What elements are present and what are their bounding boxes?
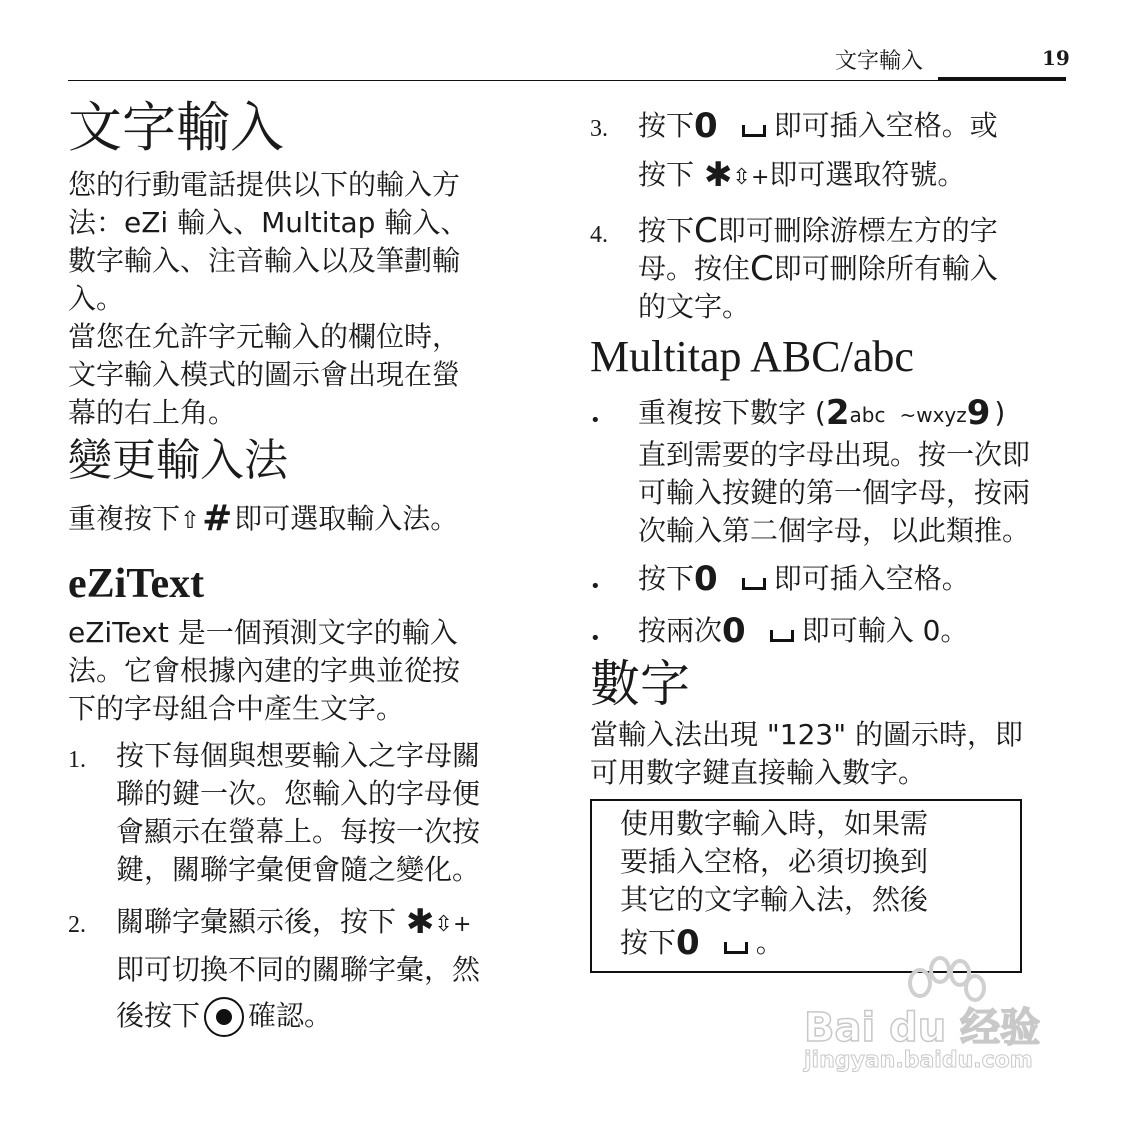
space-icon xyxy=(742,125,766,137)
running-header-title: 文字輸入 xyxy=(835,49,924,74)
baidu-watermark xyxy=(800,948,1070,1088)
key-2-sublabel: abc xyxy=(849,403,886,427)
change-input-paragraph: 重複按下⇧#即可選取輸入法。 xyxy=(68,498,459,539)
header-rule-accent xyxy=(938,77,1066,81)
star-key-sublabel: ⇳+ xyxy=(732,165,770,190)
intro-line: 幕的右上角。 xyxy=(68,396,237,429)
intro-paragraph xyxy=(68,166,468,432)
digits-line: 可用數字鍵直接輸入數字。 xyxy=(590,756,927,789)
key-9-icon: 9 xyxy=(966,393,991,433)
multitap-line: 次輸入第二個字母，以此類推。 xyxy=(638,514,1031,547)
clear-key-icon: C xyxy=(750,249,774,289)
zero-key-icon: 0 xyxy=(676,923,700,963)
note-line: 其它的文字輸入法，然後 xyxy=(620,883,929,916)
intro-line: 當您在允許字元輸入的欄位時， xyxy=(68,320,461,353)
step-number: 1. xyxy=(68,747,86,773)
multitap-line: 可輸入按鍵的第一個字母，按兩 xyxy=(638,476,1031,509)
clear-key-icon: C xyxy=(694,211,718,251)
change-input-heading: 變更輸入法 xyxy=(68,435,288,486)
note-line: 使用數字輸入時，如果需 xyxy=(620,807,929,840)
zero-key-icon: 0 xyxy=(694,559,718,599)
bullet-icon: • xyxy=(590,628,601,649)
ezitext-paragraph xyxy=(68,614,460,728)
ezitext-line: eZiText 是一個預測文字的輸入 xyxy=(68,616,458,649)
star-key-icon: ✱ xyxy=(704,155,733,195)
step-number: 4. xyxy=(590,222,608,248)
watermark-brand: Bai du 经验 xyxy=(804,1005,1041,1051)
hash-key-icon: # xyxy=(202,498,233,539)
multitap-heading: Multitap ABC/abc xyxy=(590,332,914,381)
step-2-line: 即可切換不同的關聯字彙，然 xyxy=(116,953,481,986)
intro-line: 您的行動電話提供以下的輸入方 xyxy=(68,168,461,201)
ezitext-line: 法。它會根據內建的字典並從按 xyxy=(68,654,461,687)
digits-paragraph xyxy=(590,716,1023,792)
zero-key-icon: 0 xyxy=(722,611,746,651)
intro-line: 法：eZi 輸入、Multitap 輸入、 xyxy=(68,206,469,239)
space-icon xyxy=(770,630,794,642)
step-number: 3. xyxy=(590,116,608,142)
star-key-sublabel: ⇳+ xyxy=(434,912,472,937)
zero-key-icon: 0 xyxy=(694,106,718,146)
multitap-line: 直到需要的字母出現。按一次即 xyxy=(638,438,1031,471)
header-rule xyxy=(68,80,938,81)
step-1-line: 會顯示在螢幕上。每按一次按 xyxy=(116,815,481,848)
digits-heading: 數字 xyxy=(590,655,690,713)
step-1-line: 聯的鍵一次。您輸入的字母便 xyxy=(116,777,481,810)
step-1-line: 鍵，關聯字彙便會隨之變化。 xyxy=(116,853,481,886)
ezitext-heading: eZiText xyxy=(68,561,205,607)
ezitext-line: 下的字母組合中產生文字。 xyxy=(68,692,405,725)
key-2-icon: 2 xyxy=(825,393,850,433)
note-box: 使用數字輸入時，如果需 要插入空格，必須切換到 其它的文字輸入法，然後 按下0 。 xyxy=(590,799,1022,973)
step-4-line: 的文字。 xyxy=(638,290,751,323)
note-line: 要插入空格，必須切換到 xyxy=(620,845,929,878)
intro-line: 數字輸入、注音輸入以及筆劃輸 xyxy=(68,244,461,277)
digits-line: 當輸入法出現 "123" 的圖示時，即 xyxy=(590,718,1024,751)
star-key-icon: ✱ xyxy=(406,902,435,942)
space-icon xyxy=(724,942,748,954)
page-number: 19 xyxy=(1042,46,1070,70)
space-icon xyxy=(742,578,766,590)
step-number: 2. xyxy=(68,912,86,938)
bullet-icon: • xyxy=(590,410,601,431)
watermark-url: jingyan.baidu.com xyxy=(804,1048,1033,1073)
intro-line: 入。 xyxy=(68,282,125,315)
select-button-icon xyxy=(204,997,244,1037)
shift-key-icon: ⇧ xyxy=(180,506,201,534)
step-1-line: 按下每個與想要輸入之字母關 xyxy=(116,739,481,772)
intro-line: 文字輸入模式的圖示會出現在螢 xyxy=(68,358,461,391)
bullet-icon: • xyxy=(590,576,601,597)
page-title: 文字輸入 xyxy=(68,96,284,159)
